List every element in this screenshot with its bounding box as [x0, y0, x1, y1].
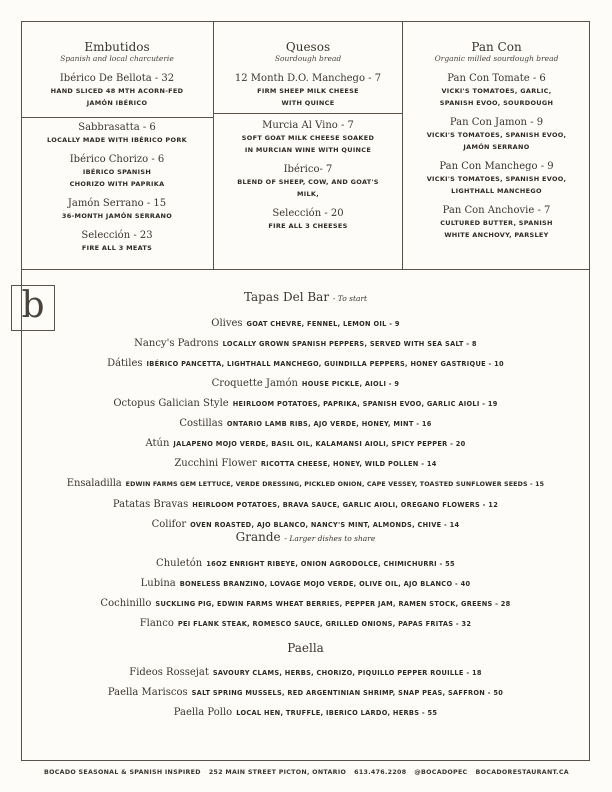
menu-item: [21, 593, 590, 613]
paella-title: Paella: [287, 641, 324, 655]
menu-item: [21, 682, 590, 702]
item-desc: VICKI'S TOMATOES, GARLIC,: [441, 87, 552, 95]
menu-item: [214, 208, 402, 232]
item-name: Ibérico- 7: [283, 164, 333, 175]
item-desc: LOCALLY GROWN SPANISH PEPPERS, SERVED WITH SEA SALT - 8: [222, 340, 477, 348]
tapas-title: Tapas Del Bar: [243, 290, 330, 304]
menu-item: [21, 313, 590, 333]
item-desc: EDWIN FARMS GEM LETTUCE, VERDE DRESSING, PICKLED ONION, CAPE VESSEY, TOASTED SUNFLOWER SEEDS - 15: [125, 481, 545, 488]
menu-item: [21, 702, 590, 722]
embutidos-title: Embutidos: [84, 40, 150, 54]
menu-item: [403, 117, 590, 153]
pancon-section: [403, 40, 590, 241]
item-desc: FIRE ALL 3 MEATS: [81, 244, 153, 252]
menu-item: [21, 154, 213, 190]
menu-item: [403, 205, 590, 241]
item-desc: WHITE ANCHOVY, PARSLEY: [444, 231, 549, 239]
menu-item: [21, 373, 590, 393]
item-name: Olives: [211, 318, 243, 329]
item-desc: BONELESS BRANZINO, LOVAGE MOJO VERDE, OLIVE OIL, AJO BLANCO - 40: [179, 580, 471, 588]
menu-item: [214, 120, 402, 156]
item-name: Fideos Rossejat: [129, 667, 209, 678]
footer-website: BOCADORESTAURANT.CA: [475, 769, 569, 776]
item-desc: FIRM SHEEP MILK CHEESE: [257, 87, 359, 95]
item-desc: SPANISH EVOO, SOURDOUGH: [439, 99, 554, 107]
menu-item: [214, 73, 402, 109]
item-name: Pan Con Jamon - 9: [449, 117, 544, 128]
item-name: Paella Mariscos: [107, 687, 188, 698]
menu-item: [214, 164, 402, 200]
menu-item: [21, 353, 590, 373]
grande-subtitle: - Larger dishes to share: [284, 534, 376, 543]
grande-heading: [21, 529, 590, 547]
pancon-subtitle: Organic milled sourdough bread: [434, 54, 559, 63]
item-name: Atún: [145, 438, 170, 449]
item-name: Jamón Serrano - 15: [67, 198, 167, 209]
embutidos-section: [21, 40, 213, 254]
item-desc: ONTARIO LAMB RIBS, AJO VERDE, HONEY, MINT - 16: [226, 420, 432, 428]
paella-section: [21, 640, 590, 722]
menu-item: [21, 613, 590, 633]
embutidos-subtitle: Spanish and local charcuterie: [60, 54, 174, 63]
item-desc: HOUSE PICKLE, AIOLI - 9: [301, 380, 400, 388]
menu-item: [21, 573, 590, 593]
item-name: Octopus Galician Style: [113, 398, 229, 409]
item-name: Flanco: [139, 618, 174, 629]
item-desc: RICOTTA CHEESE, HONEY, WILD POLLEN - 14: [260, 460, 437, 468]
item-desc: JAMÓN SERRANO: [463, 143, 530, 151]
menu-item: [21, 73, 213, 109]
item-name: Cochinillo: [100, 598, 152, 609]
tapas-subtitle: - To start: [332, 294, 368, 303]
menu-item: [403, 73, 590, 109]
item-desc: JALAPENO MOJO VERDE, BASIL OIL, KALAMANSI AIOLI, SPICY PEPPER - 20: [173, 440, 466, 448]
footer-handle: @BOCADOPEC: [414, 769, 468, 776]
item-name: Chuletón: [156, 558, 203, 569]
menu-item: [21, 473, 590, 494]
paella-list: [21, 662, 590, 722]
menu-item: [21, 553, 590, 573]
tapas-heading: [21, 289, 590, 307]
item-desc: IBÉRICO SPANISH: [82, 168, 152, 176]
item-name: Costillas: [179, 418, 223, 429]
menu-item: [21, 333, 590, 353]
item-name: Pan Con Manchego - 9: [439, 161, 554, 172]
item-desc: 36-MONTH JAMÓN SERRANO: [61, 212, 173, 220]
menu-item: [21, 122, 213, 146]
quesos-subtitle: Sourdough bread: [274, 54, 342, 63]
footer: [44, 769, 569, 776]
item-desc: SALT SPRING MUSSELS, RED ARGENTINIAN SHRIMP, SNAP PEAS, SAFFRON - 50: [191, 689, 504, 697]
item-desc: LOCALLY MADE WITH IBÉRICO PORK: [47, 136, 187, 144]
item-name: Croquette Jamón: [211, 378, 298, 389]
item-desc: PEI FLANK STEAK, ROMESCO SAUCE, GRILLED ONIONS, PAPAS FRITAS - 32: [177, 620, 472, 628]
item-desc: JAMÓN IBÉRICO: [86, 99, 148, 107]
footer-phone: 613.476.2208: [354, 769, 407, 776]
item-name: Sabbrasatta - 6: [78, 122, 156, 133]
quesos-section: [214, 40, 402, 232]
item-name: Selección - 23: [81, 230, 153, 241]
menu-item: [21, 453, 590, 473]
item-desc: IN MURCIAN WINE WITH QUINCE: [244, 146, 372, 154]
logo-letter: b: [21, 285, 45, 326]
menu-item: [21, 393, 590, 413]
grande-section: [21, 529, 590, 633]
item-desc: LIGHTHALL MANCHEGO: [451, 187, 542, 195]
item-desc: HEIRLOOM POTATOES, BRAVA SAUCE, GARLIC AIOLI, OREGANO FLOWERS - 12: [192, 501, 499, 509]
item-desc: CULTURED BUTTER, SPANISH: [440, 219, 553, 227]
item-name: Ibérico De Bellota - 32: [59, 73, 175, 84]
item-name: Murcia Al Vino - 7: [262, 120, 354, 131]
item-desc: FIRE ALL 3 CHEESES: [268, 222, 348, 230]
item-name: Colifor: [151, 519, 187, 530]
menu-item: [21, 662, 590, 682]
item-desc: GOAT CHEVRE, FENNEL, LEMON OIL - 9: [246, 320, 400, 328]
item-desc: WITH QUINCE: [281, 99, 335, 107]
item-name: Lubina: [140, 578, 176, 589]
footer-brand: BOCADO SEASONAL & SPANISH INSPIRED: [44, 769, 201, 776]
item-name: Pan Con Tomate - 6: [447, 73, 546, 84]
item-desc: MILK,: [296, 190, 320, 198]
grande-list: [21, 553, 590, 633]
quesos-title: Quesos: [285, 40, 331, 54]
grande-title: Grande: [235, 530, 281, 544]
item-desc: LOCAL HEN, TRUFFLE, IBERICO LARDO, HERBS - 55: [236, 709, 438, 717]
item-desc: SUCKLING PIG, EDWIN FARMS WHEAT BERRIES, PEPPER JAM, RAMEN STOCK, GREENS - 28: [155, 600, 511, 608]
item-desc: HAND SLICED 48 MTH ACORN-FED: [50, 87, 184, 95]
item-name: Dátiles: [107, 358, 143, 369]
item-desc: SAVOURY CLAMS, HERBS, CHORIZO, PIQUILLO PEPPER ROUILLE - 18: [212, 669, 482, 677]
pancon-title: Pan Con: [471, 40, 522, 54]
item-name: Ensaladilla: [66, 478, 122, 489]
menu-item: [21, 433, 590, 453]
item-name: Selección - 20: [272, 208, 344, 219]
paella-heading: [21, 640, 590, 656]
item-desc: HEIRLOOM POTATOES, PAPRIKA, SPANISH EVOO, GARLIC AIOLI - 19: [232, 400, 498, 408]
item-desc: IBÉRICO PANCETTA, LIGHTHALL MANCHEGO, GUINDILLA PEPPERS, HONEY GASTRIQUE - 10: [146, 360, 504, 368]
item-desc: OVEN ROASTED, AJO BLANCO, NANCY'S MINT, ALMONDS, CHIVE - 14: [190, 521, 460, 529]
item-name: Zucchini Flower: [174, 458, 257, 469]
menu-item: [21, 494, 590, 514]
item-name: Ibérico Chorizo - 6: [69, 154, 165, 165]
item-desc: CHORIZO WITH PAPRIKA: [69, 180, 165, 188]
item-desc: SOFT GOAT MILK CHEESE SOAKED: [241, 134, 375, 142]
item-desc: VICKI'S TOMATOES, SPANISH EVOO,: [426, 175, 567, 183]
item-desc: BLEND OF SHEEP, COW, AND GOAT'S: [237, 178, 379, 186]
menu-item: [21, 198, 213, 222]
divider-top-section: [21, 269, 590, 270]
item-desc: VICKI'S TOMATOES, SPANISH EVOO,: [426, 131, 567, 139]
item-name: Nancy's Padrons: [134, 338, 219, 349]
tapas-list: [21, 313, 590, 534]
menu-item: [21, 230, 213, 254]
item-name: Pan Con Anchovie - 7: [442, 205, 551, 216]
item-name: 12 Month D.O. Manchego - 7: [234, 73, 382, 84]
menu-item: [403, 161, 590, 197]
item-desc: 16OZ ENRIGHT RIBEYE, ONION AGRODOLCE, CHIMICHURRI - 55: [206, 560, 455, 568]
footer-address: 252 MAIN STREET PICTON, ONTARIO: [208, 769, 347, 776]
menu-item: [21, 413, 590, 433]
item-name: Patatas Bravas: [112, 499, 189, 510]
tapas-section: [21, 289, 590, 534]
item-name: Paella Pollo: [173, 707, 233, 718]
